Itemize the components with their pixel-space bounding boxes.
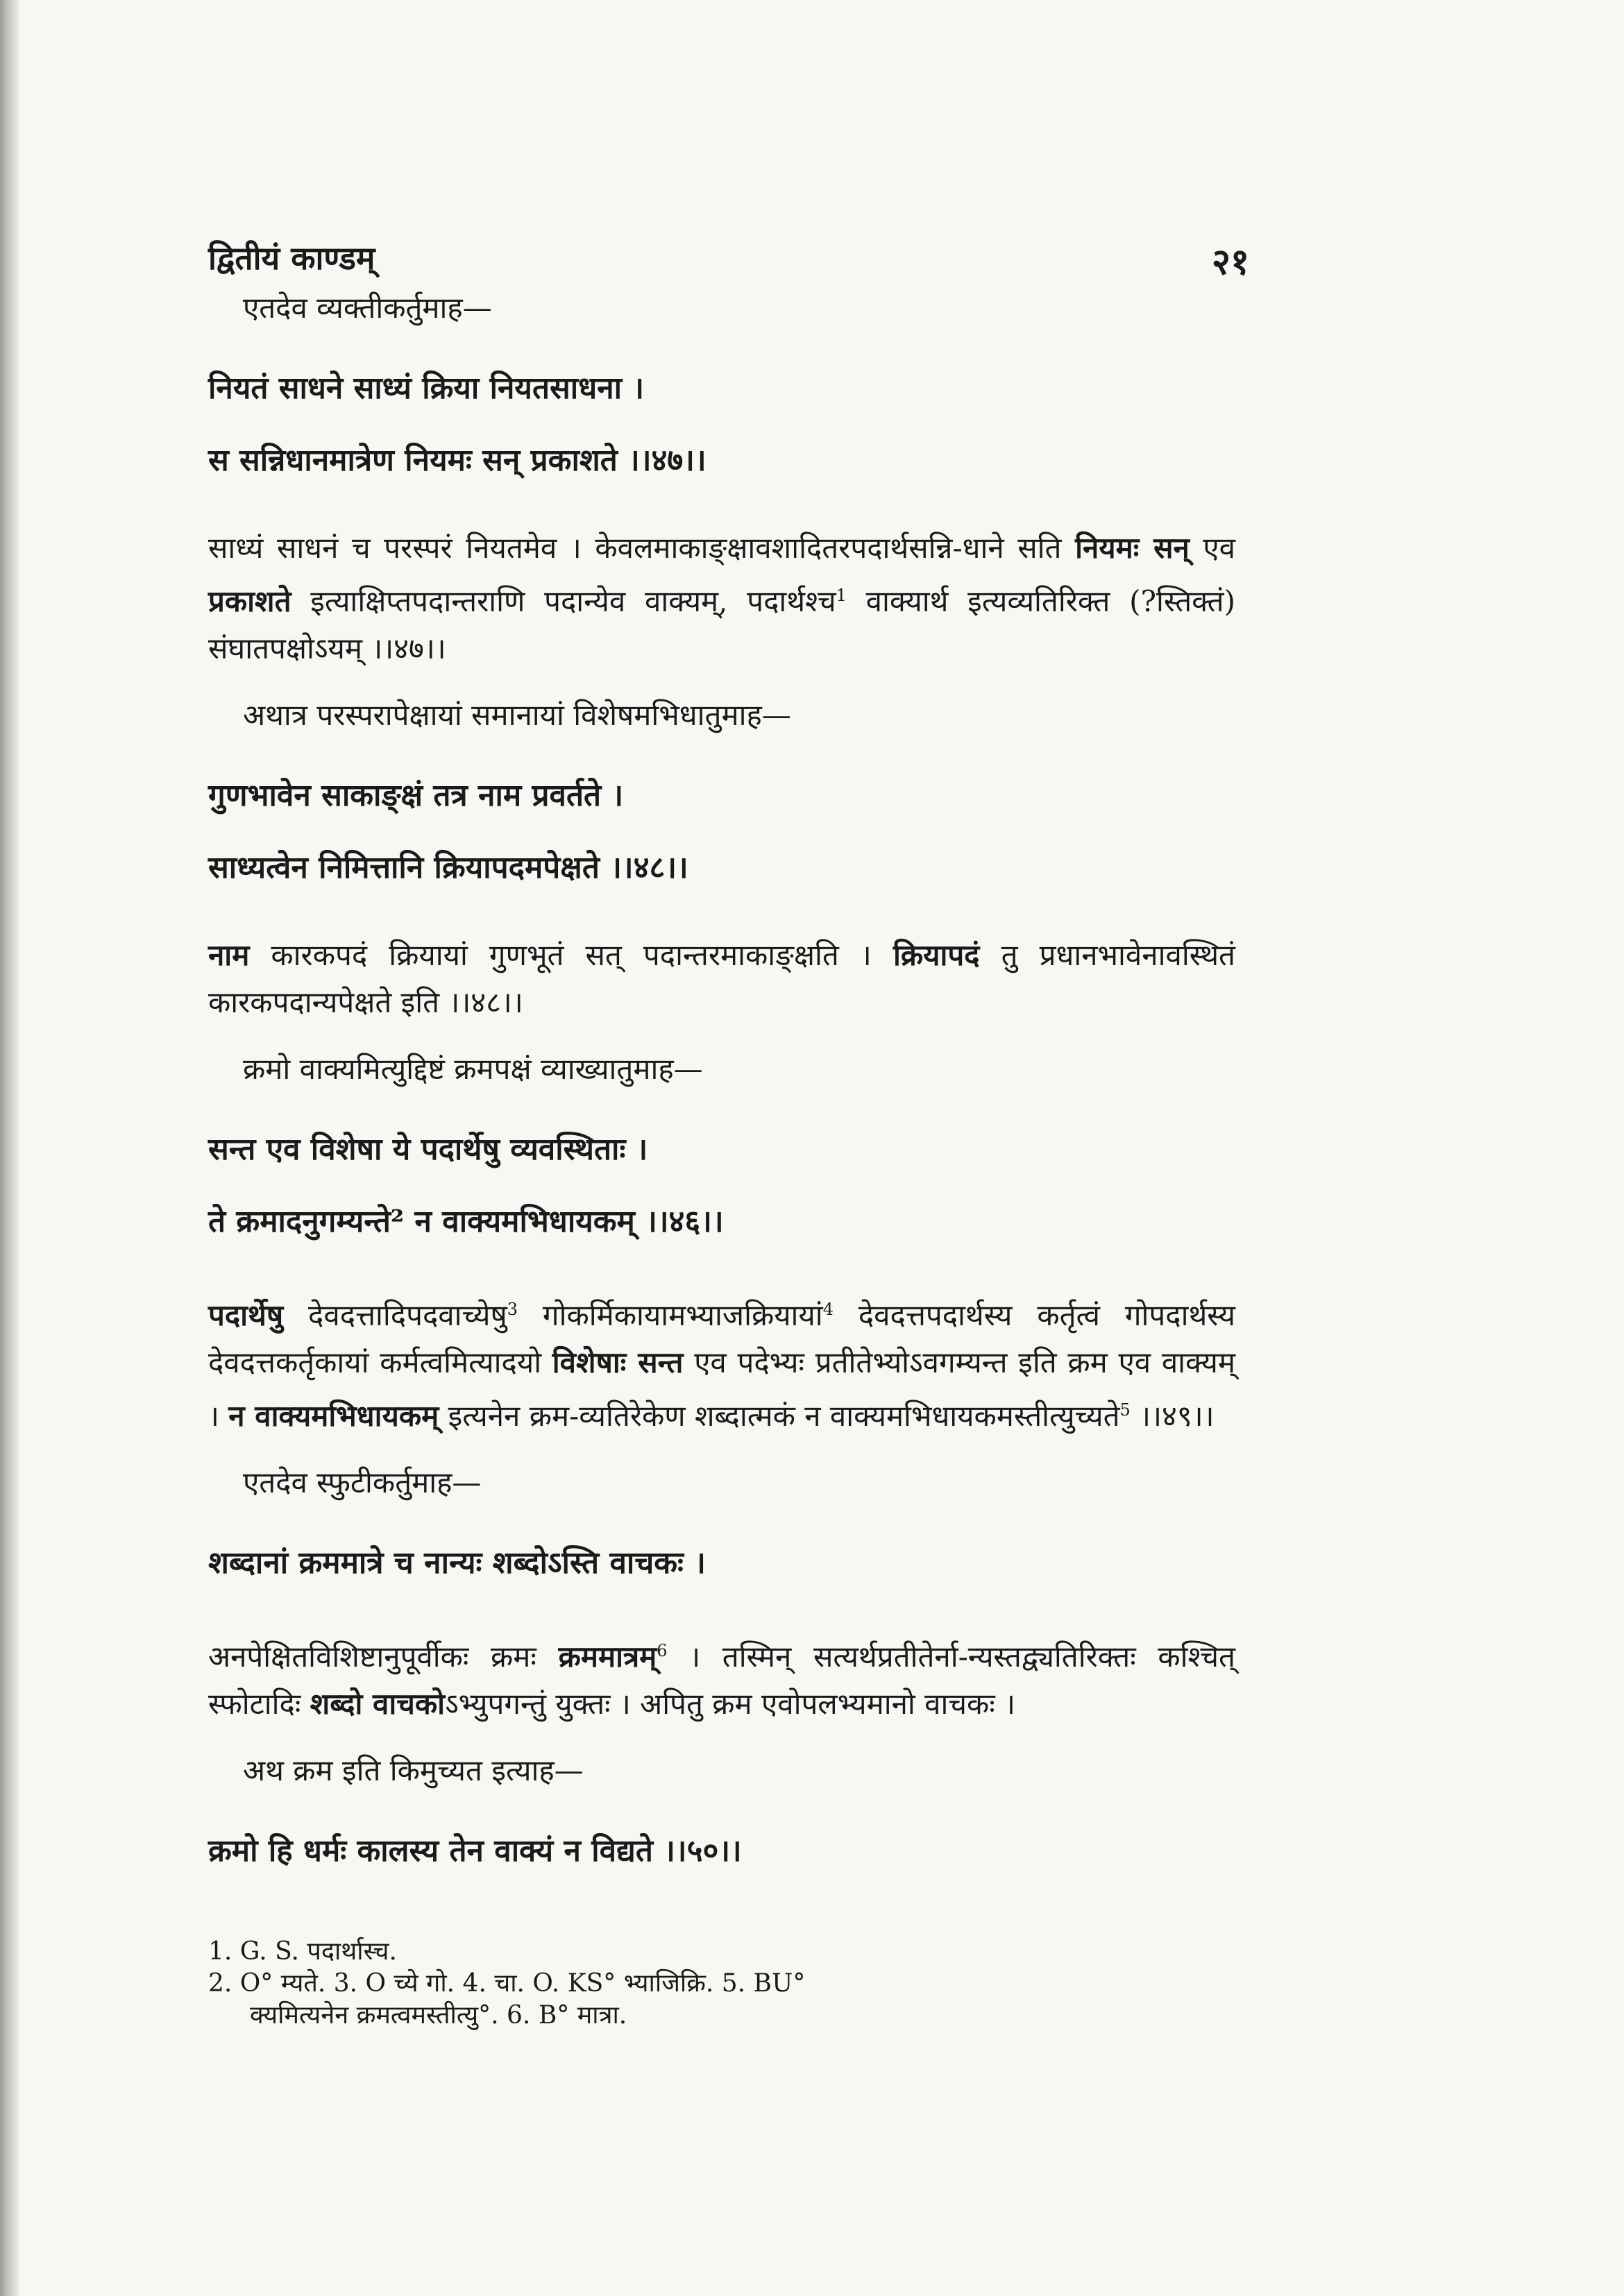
book-page — [208, 229, 1249, 2032]
page-number: २१ — [1211, 241, 1249, 283]
commentary-text: साध्यं साधनं च परस्परं नियतमेव । केवलमाकाङ्क्षावशादितरपदार्थसन्नि-धाने सति — [208, 531, 1076, 565]
bold-term: क्रममात्रम् — [558, 1640, 657, 1674]
paragraph-gap — [208, 1026, 1235, 1046]
introductory-line: एतदेव व्यक्तीकर्तुमाह— — [243, 291, 492, 325]
running-header — [208, 229, 1249, 284]
page-body — [208, 284, 1235, 1887]
commentary-paragraph — [208, 1286, 1235, 1440]
paragraph-gap — [208, 1728, 1235, 1747]
bold-term: न वाक्यमभिधायकम् — [228, 1399, 439, 1433]
footnotes — [208, 1936, 1235, 2032]
bold-term: शब्दो वाचको — [310, 1687, 446, 1721]
footnote-marker: 3 — [507, 1300, 518, 1319]
introductory-line: अथ क्रम इति किमुच्यत इत्याह— — [243, 1753, 584, 1787]
footnote-line: 1. G. S. पदार्थास्च. — [208, 1937, 397, 1966]
commentary-text: तु प्रधानभावेनावस्थितं कारकपदान्यपेक्षते इति ।।४८।। — [208, 938, 1235, 1019]
bold-term: प्रकाशते — [208, 584, 291, 618]
commentary-text: ।।४९।। — [1130, 1399, 1215, 1433]
verse-line: ते क्रमादनुगम्यन्ते² न वाक्यमभिधायकम् ।।४६।। — [208, 1204, 724, 1239]
bold-term: नाम — [208, 938, 250, 972]
introductory-line: क्रमो वाक्यमित्युद्दिष्टं क्रमपक्षं व्याख्यातुमाह— — [243, 1052, 703, 1086]
footnote-marker: 1 — [836, 586, 847, 605]
verse — [208, 1114, 1235, 1258]
commentary-text: एव पदेभ्यः प्रतीतेभ्योऽवगम्यन्त इति क्रम एव वाक्यम् । — [208, 1345, 1235, 1433]
introductory-line: अथात्र परस्परापेक्षायां समानायां विशेषमभिधातुमाह— — [243, 698, 791, 732]
verse-line: शब्दानां क्रममात्रे च नान्यः शब्दोऽस्ति वाचकः । — [208, 1545, 706, 1581]
bold-term: पदार्थेषु — [208, 1298, 284, 1332]
commentary-text: देवदत्तादिपदवाच्येषु — [283, 1298, 507, 1332]
verse-line: नियतं साधने साध्यं क्रिया नियतसाधना । — [208, 371, 645, 406]
footnote-line: क्यमित्यनेन क्रमत्वमस्तीत्यु°. 6. B° मात्रा. — [250, 2001, 627, 2030]
introductory-line: एतदेव स्फुटीकर्तुमाह— — [243, 1465, 482, 1499]
verse-line: स सन्निधानमात्रेण नियमः सन् प्रकाशते ।।४७।। — [208, 443, 707, 478]
scan-edge-shadow — [0, 0, 19, 2296]
verse — [208, 1815, 1235, 1887]
commentary-text: कारकपदं क्रियायां गुणभूतं सत् पदान्तरमाकाङ्क्षति । — [249, 938, 893, 972]
footnote-marker: 6 — [657, 1641, 668, 1660]
commentary-text: एव — [1189, 531, 1235, 565]
paragraph-gap — [208, 1440, 1235, 1459]
commentary-text: वाक्यार्थ इत्यव्यतिरिक्त (?स्तिक्तं) संघातपक्षोऽयम् ।।४७।। — [208, 584, 1235, 665]
commentary-text: अनपेक्षितविशिष्टानुपूर्वीकः क्रमः — [208, 1640, 559, 1674]
section-title: द्वितीयं काण्डम् — [208, 239, 375, 277]
commentary-paragraph — [208, 525, 1235, 672]
commentary-text: इत्यनेन क्रम-व्यतिरेकेण शब्दात्मकं न वाक्यमभिधायकमस्तीत्युच्यते — [439, 1399, 1120, 1433]
verse — [208, 352, 1235, 497]
verse-line: साध्यत्वेन निमित्तानि क्रियापदमपेक्षते ।।४८।। — [208, 850, 688, 885]
footnote-line: 2. O° म्यते. 3. O च्ये गो. 4. चा. O. KS° भ्याजिक्रि. 5. BU° — [208, 1969, 806, 1998]
commentary-text: गोकर्मिकायामभ्याजक्रियायां — [518, 1298, 823, 1332]
verse-line: क्रमो हि धर्मः कालस्य तेन वाक्यं न विद्यते ।।५०।। — [208, 1833, 742, 1869]
paragraph-gap — [208, 672, 1235, 692]
footnote-marker: 5 — [1119, 1400, 1131, 1420]
commentary-text: इत्याक्षिप्तपदान्तराणि पदान्येव वाक्यम्, पदार्थश्च — [291, 584, 836, 618]
verse-line: गुणभावेन साकाङ्क्षं तत्र नाम प्रवर्तते । — [208, 778, 624, 813]
verse — [208, 760, 1235, 904]
commentary-paragraph — [208, 932, 1235, 1026]
bold-term: नियमः सन् — [1075, 531, 1190, 565]
commentary-text: । तस्मिन् सत्यर्थप्रतीतेर्ना-न्यस्तद्व्यतिरिक्तः कश्चित् स्फोटादिः — [208, 1640, 1235, 1721]
commentary-text: ऽभ्युपगन्तुं युक्तः । अपितु क्रम एवोपलभ्यमानो वाचकः । — [445, 1687, 1016, 1721]
commentary-text: देवदत्तपदार्थस्य कर्तृत्वं गोपदार्थस्य देवदत्तकर्तृकायां कर्मत्वमित्यादयो — [208, 1298, 1235, 1379]
verse-line: सन्त एव विशेषा ये पदार्थेषु व्यवस्थिताः । — [208, 1132, 648, 1167]
bold-term: विशेषाः सन्त — [552, 1345, 684, 1379]
footnote-marker: 4 — [822, 1300, 834, 1319]
commentary-paragraph — [208, 1627, 1235, 1728]
verse — [208, 1527, 1235, 1599]
bold-term: क्रियापदं — [893, 938, 980, 972]
